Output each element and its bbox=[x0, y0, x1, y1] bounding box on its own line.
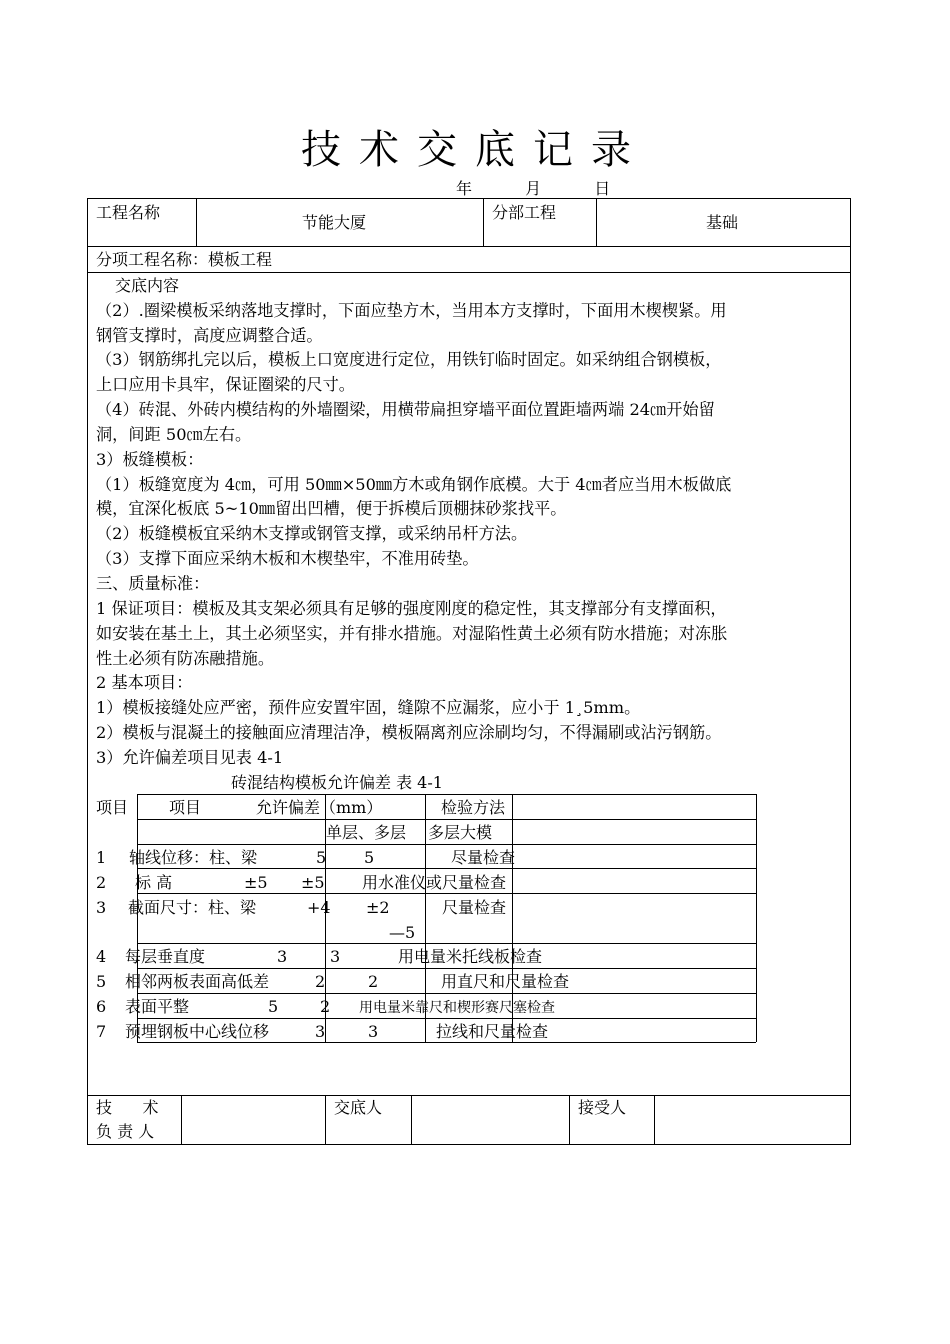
content-line: （2）.圈梁模板采纳落地支撑时，下面应垫方木，当用本方支撑时，下面用木楔楔紧。用 bbox=[96, 301, 727, 320]
table-row-item: 每层垂直度 bbox=[125, 947, 206, 966]
table-row-value: —5 bbox=[389, 923, 416, 942]
table-header-cell: 检验方法 bbox=[441, 798, 506, 817]
footer-col-divider bbox=[181, 1095, 182, 1145]
footer-col-divider bbox=[325, 1095, 326, 1145]
table-row-value: 2 bbox=[368, 972, 379, 991]
table-rule bbox=[137, 893, 756, 894]
content-heading: 交底内容 bbox=[115, 276, 180, 295]
table-row-item: 轴线位移：柱、梁 bbox=[129, 848, 258, 867]
sub-division-value: 基础 bbox=[706, 213, 739, 232]
table-row-method: 拉线和尺量检查 bbox=[436, 1022, 549, 1041]
sub-project-name: 分项工程名称：模板工程 bbox=[96, 250, 273, 269]
date-day: 日 bbox=[594, 179, 611, 198]
table-row-method: 用水准仪或尺量检查 bbox=[362, 873, 507, 892]
content-line: 2 基本项目： bbox=[96, 673, 193, 692]
content-line: 3）允许偏差项目见表 4-1 bbox=[96, 748, 284, 767]
content-line: 三、质量标准： bbox=[96, 574, 210, 593]
table-rule bbox=[137, 794, 756, 795]
table-row-item: 相邻两板表面高低差 bbox=[125, 972, 270, 991]
discloser-label: 交底人 bbox=[334, 1098, 383, 1117]
table-row-value: 2 bbox=[315, 972, 326, 991]
table-rule bbox=[137, 1042, 756, 1043]
table-row-no: 5 bbox=[96, 972, 107, 991]
table-row-item: 截面尺寸：柱、梁 bbox=[128, 898, 257, 917]
table-row-no: 1 bbox=[96, 848, 107, 867]
tech-lead-label: 负 责 人 bbox=[96, 1122, 155, 1141]
date-line bbox=[456, 176, 638, 199]
content-line: 1）模板接缝处应严密，预件应安置牢固，缝隙不应漏浆，应小于 1¸5mm。 bbox=[96, 698, 641, 717]
table-row-method: 用电量米托线板检查 bbox=[398, 947, 543, 966]
content-line: 1 保证项目：模板及其支架必须具有足够的强度刚度的稳定性，其支撑部分有支撑面积， bbox=[96, 599, 727, 618]
footer-col-divider bbox=[411, 1095, 412, 1145]
table-header-cell: 允许偏差（mm） bbox=[256, 798, 383, 817]
table-subheader-cell: 单层、多层 bbox=[326, 823, 407, 842]
sub-division-label: 分部工程 bbox=[492, 203, 557, 222]
table-rule bbox=[137, 844, 756, 845]
table-row-value: 5 bbox=[316, 848, 327, 867]
table-row-no: 7 bbox=[96, 1022, 107, 1041]
header-divider bbox=[87, 246, 851, 247]
table-row-value: ±2 bbox=[366, 898, 390, 917]
table-row-method: 用直尺和尺量检查 bbox=[441, 972, 570, 991]
table-row-value: 5 bbox=[364, 848, 375, 867]
date-month: 月 bbox=[525, 179, 542, 198]
content-line: 上口应用卡具牢，保证圈梁的尺寸。 bbox=[96, 375, 355, 394]
content-line: 洞，间距 50㎝左右。 bbox=[96, 425, 252, 444]
table-caption: 砖混结构模板允许偏差 表 4-1 bbox=[231, 773, 443, 792]
table-rule bbox=[137, 968, 756, 969]
content-line: 性土必须有防冻融措施。 bbox=[96, 649, 275, 668]
table-row-no: 3 bbox=[96, 898, 107, 917]
table-row-item: 预埋钢板中心线位移 bbox=[125, 1022, 270, 1041]
content-line: （1）板缝宽度为 4㎝，可用 50㎜×50㎜方木或角钢作底模。大于 4㎝者应当用木板做底 bbox=[96, 475, 732, 494]
table-rule bbox=[137, 943, 756, 944]
table-row-item: 标 高 bbox=[135, 873, 173, 892]
table-header-cell: 项目 bbox=[96, 798, 129, 817]
table-row-method: 尺量检查 bbox=[442, 898, 507, 917]
content-line: 3）板缝模板： bbox=[96, 450, 204, 469]
table-row-value: 2 bbox=[320, 997, 331, 1016]
header-col-divider bbox=[483, 198, 484, 246]
table-rule bbox=[137, 1018, 756, 1019]
content-line: （2）板缝模板宜采纳木支撑或钢管支撑，或采纳吊杆方法。 bbox=[96, 524, 528, 543]
table-row-value: +4 bbox=[307, 898, 331, 917]
table-subheader-cell: 多层大模 bbox=[428, 823, 493, 842]
content-line: 钢管支撑时，高度应调整合适。 bbox=[96, 326, 323, 345]
table-row-no: 6 bbox=[96, 997, 107, 1016]
header-col-divider bbox=[596, 198, 597, 246]
table-row-method: 尽量检查 bbox=[451, 848, 516, 867]
content-line: （3）支撑下面应采纳木板和木楔垫牢，不准用砖垫。 bbox=[96, 549, 479, 568]
table-header-cell: 项目 bbox=[169, 798, 202, 817]
header-col-divider bbox=[196, 198, 197, 246]
content-line: 如安装在基土上，其土必须坚实，并有排水措施。对湿陷性黄土必须有防水措施；对冻胀 bbox=[96, 624, 728, 643]
footer-divider bbox=[87, 1095, 851, 1096]
table-row-value: ±5 bbox=[244, 873, 268, 892]
table-row-value: 3 bbox=[277, 947, 288, 966]
table-row-value: 3 bbox=[330, 947, 341, 966]
content-line: 模，宜深化板底 5~10㎜留出凹槽，便于拆模后顶棚抹砂浆找平。 bbox=[96, 499, 567, 518]
table-row-value: ±5 bbox=[301, 873, 325, 892]
page-title: 技术交底记录 bbox=[301, 127, 649, 173]
tech-lead-label: 技 术 bbox=[96, 1098, 159, 1117]
content-line: （3）钢筋绑扎完以后，模板上口宽度进行定位，用铁钉临时固定。如采纳组合钢模板， bbox=[96, 350, 722, 369]
table-row-method: 用电量米靠尺和楔形赛尺塞检查 bbox=[359, 1000, 555, 1016]
table-rule bbox=[756, 794, 757, 1042]
table-rule bbox=[137, 819, 756, 820]
content-line: 2）模板与混凝土的接触面应清理洁净，模板隔离剂应涂刷均匀，不得漏刷或沾污钢筋。 bbox=[96, 723, 722, 742]
project-name-label: 工程名称 bbox=[96, 203, 161, 222]
table-row-value: 3 bbox=[368, 1022, 379, 1041]
content-line: （4）砖混、外砖内模结构的外墙圈梁，用横带扁担穿墙平面位置距墙两端 24㎝开始留 bbox=[96, 400, 715, 419]
table-rule bbox=[137, 868, 756, 869]
date-year: 年 bbox=[456, 179, 473, 198]
receiver-label: 接受人 bbox=[578, 1098, 627, 1117]
table-row-no: 4 bbox=[96, 947, 107, 966]
project-name-value: 节能大厦 bbox=[302, 213, 367, 232]
table-row-value: 3 bbox=[315, 1022, 326, 1041]
footer-col-divider bbox=[569, 1095, 570, 1145]
table-row-item: 表面平整 bbox=[125, 997, 190, 1016]
footer-col-divider bbox=[654, 1095, 655, 1145]
table-rule bbox=[137, 993, 756, 994]
table-row-value: 5 bbox=[268, 997, 279, 1016]
table-row-no: 2 bbox=[96, 873, 107, 892]
subproject-divider bbox=[87, 272, 851, 273]
